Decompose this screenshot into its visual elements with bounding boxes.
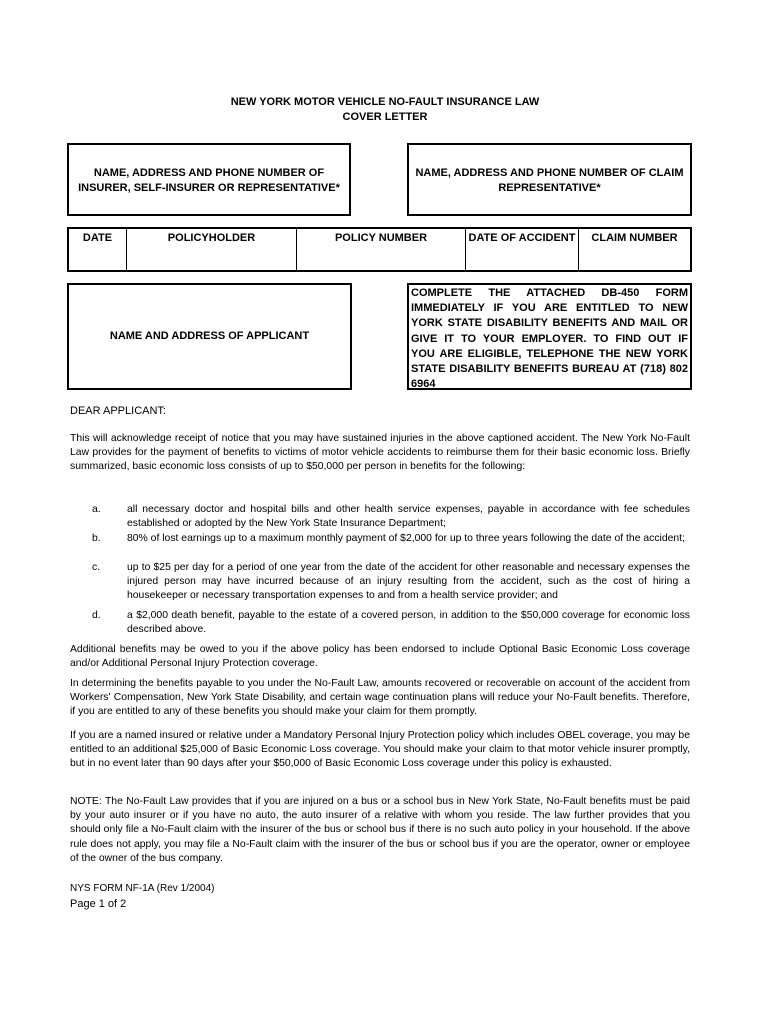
form-title: NEW YORK MOTOR VEHICLE NO-FAULT INSURANCE LAW bbox=[230, 96, 540, 108]
claim-rep-label-line1: NAME, ADDRESS AND PHONE NUMBER OF CLAIM bbox=[415, 167, 684, 179]
applicant-label: NAME AND ADDRESS OF APPLICANT bbox=[109, 330, 310, 342]
form-subtitle: COVER LETTER bbox=[342, 111, 428, 123]
disability-notice-box bbox=[407, 283, 692, 390]
additional-benefits-paragraph: Additional benefits may be owed to you if the above policy has been endorsed to include Optional Basic Economic Loss coverage and/or Additional Personal Injury Protection coverage. bbox=[70, 644, 690, 670]
claim-number-cell[interactable]: CLAIM NUMBER bbox=[591, 232, 678, 244]
notice-line: YOU ARE ELIGIBLE, TELEPHONE THE NEW YORK bbox=[411, 347, 688, 360]
applicant-box[interactable] bbox=[67, 283, 352, 390]
list-item-marker: d. bbox=[92, 610, 101, 621]
claim-rep-label-line2: REPRESENTATIVE* bbox=[498, 182, 601, 194]
list-item: a $2,000 death benefit, payable to the estate of a covered person, in addition to the $50,000 coverage for economic loss described above. bbox=[127, 610, 690, 636]
claim-representative-box[interactable] bbox=[407, 143, 692, 216]
policyholder-cell[interactable]: POLICYHOLDER bbox=[127, 229, 297, 270]
notice-line: YORK STATE DISABILITY BENEFITS AND MAIL OR bbox=[411, 317, 688, 330]
notice-line: GIVE IT TO YOUR EMPLOYER. TO FIND OUT IF bbox=[411, 332, 688, 345]
insurer-label-line1: NAME, ADDRESS AND PHONE NUMBER OF bbox=[93, 167, 325, 179]
notice-line: 6964 bbox=[411, 378, 436, 391]
date-cell[interactable]: DATE bbox=[69, 229, 127, 270]
determining-benefits-paragraph: In determining the benefits payable to you under the No-Fault Law, amounts recovered or recoverable on account of the accident from Workers' Compensation, New York State Disability, and certain wage continuation plans will reduce your No-Fault benefits. Therefore, if you are entitled to any of these benefits you should make your claim for them promptly. bbox=[70, 678, 690, 718]
insurer-label-line2: INSURER, SELF-INSURER OR REPRESENTATIVE* bbox=[78, 182, 340, 194]
date-of-accident-cell[interactable]: DATE OF ACCIDENT bbox=[466, 229, 579, 270]
policy-number-cell[interactable]: POLICY NUMBER bbox=[297, 229, 466, 270]
notice-line: COMPLETE THE ATTACHED DB-450 FORM bbox=[411, 287, 688, 299]
notice-line: STATE DISABILITY BENEFITS BUREAU AT (718) 802 bbox=[411, 363, 688, 376]
list-item: up to $25 per day for a period of one year from the date of the accident for other reasonable and necessary expenses the injured person may have incurred because of an injury resulting from the accident, such as the cost of hiring a housekeeper or necessary transportation expenses to and from a health service provider; and bbox=[127, 562, 690, 602]
disability-notice bbox=[409, 286, 690, 392]
form-identifier: NYS FORM NF-1A (Rev 1/2004) bbox=[70, 883, 215, 894]
mandatory-pip-paragraph: If you are a named insured or relative under a Mandatory Personal Injury Protection policy which includes OBEL coverage, you may be entitled to an additional $25,000 of Basic Economic Loss coverage. You should make your claim to that motor vehicle insurer promptly, but in no event later than 90 days after your $50,000 of Basic Economic Loss coverage under this policy is exhausted. bbox=[70, 730, 690, 770]
list-item-marker: a. bbox=[92, 504, 101, 515]
bus-note-paragraph: NOTE: The No-Fault Law provides that if you are injured on a bus or a school bus in New York State, No-Fault benefits must be paid by your auto insurer or if you have no auto, the auto insurer of a relative with whom you reside. The law further provides that you should only file a No-Fault claim with the insurer of the bus or school bus if there is no such auto policy in your household. If the above rule does not apply, you may file a No-Fault claim with the insurer of the bus or school bus if you are the operator, owner or employee of the owner of the bus company. bbox=[70, 796, 690, 864]
list-item-marker: b. bbox=[92, 533, 101, 544]
list-item: all necessary doctor and hospital bills and other health service expenses, payable in accordance with fee schedules established or adopted by the New York State Insurance Department; bbox=[127, 504, 690, 530]
list-item-marker: c. bbox=[92, 562, 101, 573]
list-item: 80% of lost earnings up to a maximum monthly payment of $2,000 for up to three years following the date of the accident; bbox=[127, 533, 685, 544]
page-number: Page 1 of 2 bbox=[70, 898, 127, 910]
intro-paragraph: This will acknowledge receipt of notice that you may have sustained injuries in the above captioned accident. The New York No-Fault Law provides for the payment of benefits to victims of motor vehicle accidents to reimburse them for their basic economic loss. Briefly summarized, basic economic loss consists of up to $50,000 per person in benefits for the following: bbox=[70, 433, 690, 473]
policy-info-table bbox=[67, 227, 692, 272]
notice-line: IMMEDIATELY IF YOU ARE ENTITLED TO NEW bbox=[411, 302, 688, 315]
insurer-box[interactable] bbox=[67, 143, 351, 216]
salutation: DEAR APPLICANT: bbox=[70, 405, 166, 417]
